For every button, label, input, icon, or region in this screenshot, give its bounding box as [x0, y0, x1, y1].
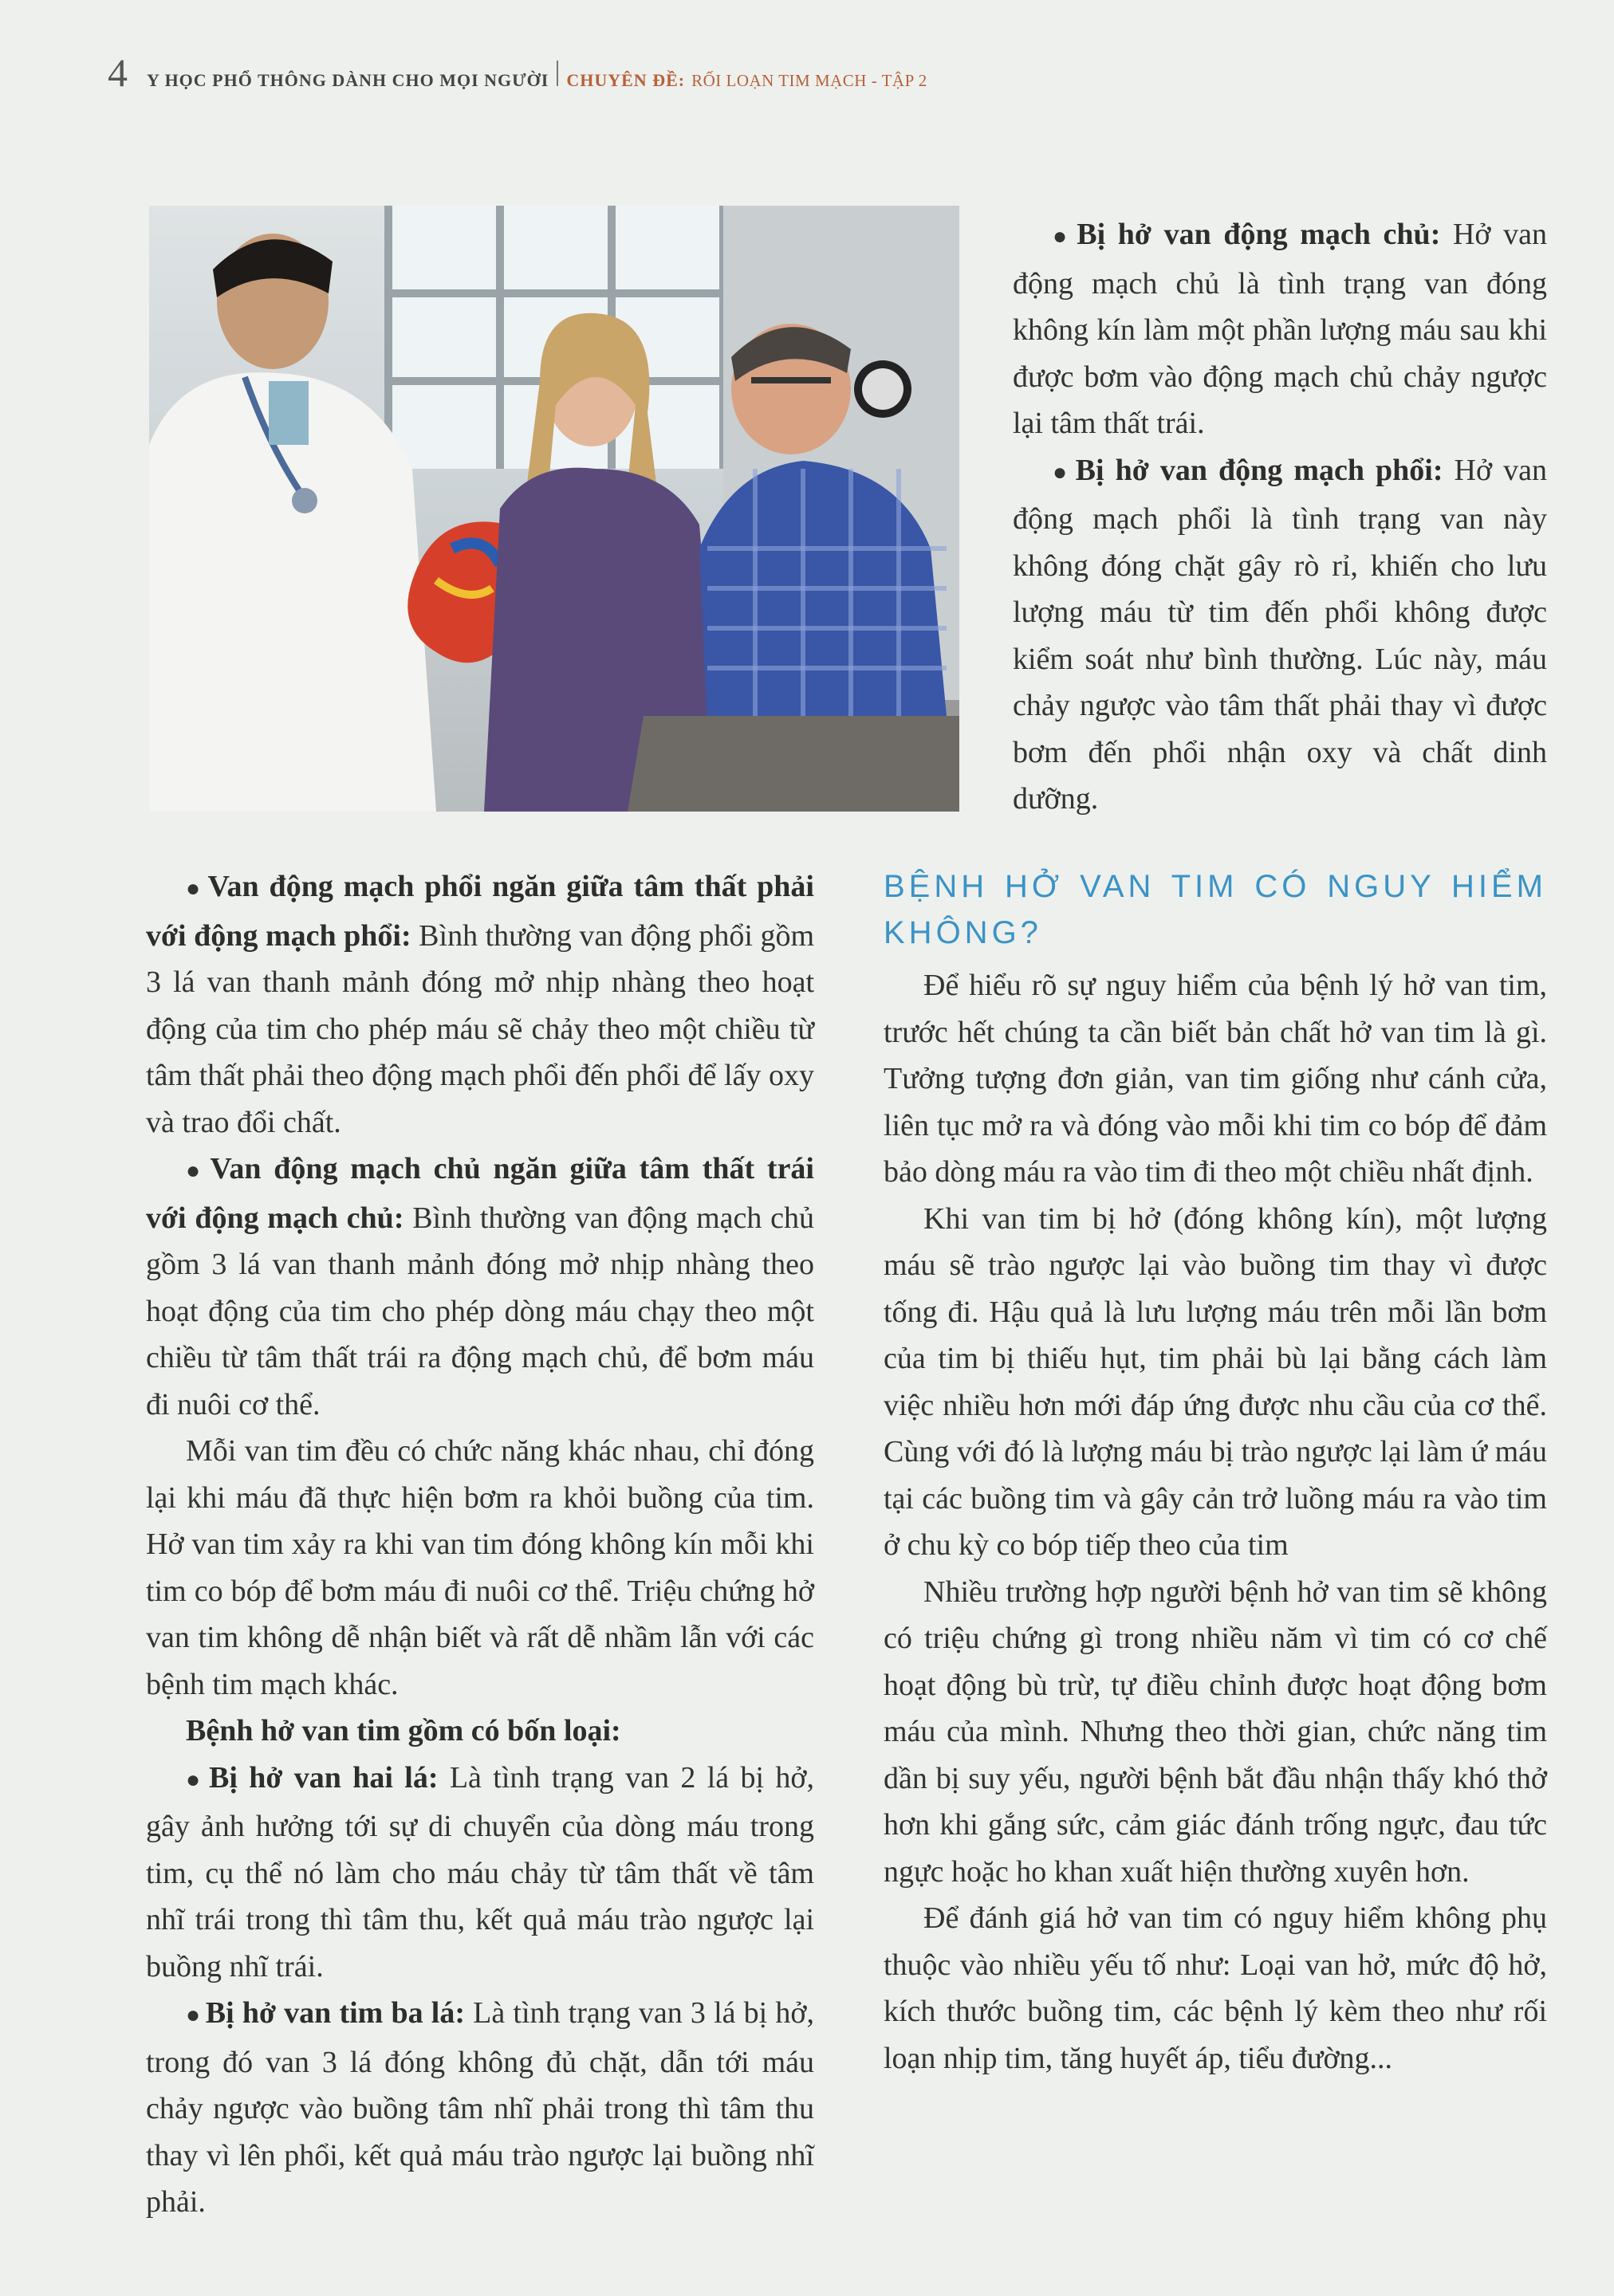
top-right-column	[1013, 211, 1547, 823]
paragraph-2: Khi van tim bị hở (đóng không kín), một lượng máu sẽ trào ngược lại vào buồng tim thay vì được tống đi. Hậu quả là lưu lượng máu trên mỗi lần bơm của tim bị thiếu hụt, tim phải bù lại bằng cách làm việc nhiều hơn mới đáp ứng được nhu cầu của cơ thể. Cùng với đó là lượng máu bị trào ngược lại làm ứ máu tại các buồng tim và gây cản trở luồng máu ra vào tim ở chu kỳ co bóp tiếp theo của tim	[884, 1201, 1547, 1562]
types-heading	[146, 1708, 814, 1755]
topic-label: CHUYÊN ĐỀ:	[566, 70, 686, 90]
book-title: Y HỌC PHỔ THÔNG DÀNH CHO MỌI NGƯỜI	[147, 70, 549, 90]
bullet-dot-icon: ●	[186, 1158, 206, 1184]
bullet-text: Là tình trạng van 2 lá bị hở, gây ảnh hưởng tới sự di chuyển của dòng máu trong tim, cụ thể nó làm cho máu chảy từ tâm thất về tâm nhĩ trái trong thì tâm thu, kết quả máu trào ngược lại buồng nhĩ trái.	[146, 1760, 814, 1983]
bullet-text: Bình thường van động phổi gồm 3 lá van thanh mảnh đóng mở nhịp nhàng theo hoạt động của tim cho phép máu sẽ chảy theo một chiều từ tâm thất phải theo động mạch phổi đến phổi để lấy oxy và trao đổi chất.	[146, 918, 814, 1139]
bullet-bold: Van động mạch phổi ngăn giữa tâm thất phải với động mạch phổi:	[146, 870, 814, 953]
bullet-mitral	[146, 1755, 814, 1991]
right-column	[884, 863, 1547, 2082]
paragraph-valve-function: Mỗi van tim đều có chức năng khác nhau, chỉ đóng lại khi máu đã thực hiện bơm ra khỏi buồng của tim. Hở van tim xảy ra khi van tim đóng không kín mỗi khi tim co bóp để bơm máu đi nuôi cơ thể. Triệu chứng hở van tim không dễ nhận biết và rất dễ nhầm lẫn với các bệnh tim mạch khác.	[146, 1434, 814, 1701]
bullet-dot-icon: ●	[1053, 223, 1073, 250]
bullet-bold: Bị hở van động mạch phổi:	[1075, 453, 1443, 487]
bullet-text: Hở van động mạch chủ là tình trạng van đóng không kín làm một phần lượng máu sau khi được bơm vào động mạch chủ chảy ngược lại tâm thất trái.	[1013, 218, 1548, 440]
topic-title: RỐI LOẠN TIM MẠCH - TẬP 2	[691, 71, 927, 90]
section-title: BỆNH HỞ VAN TIM CÓ NGUY HIỂM KHÔNG?	[884, 869, 1547, 950]
bullet-text: Là tình trạng van 3 lá bị hở, trong đó van 3 lá đóng không đủ chặt, dẫn tới máu chảy ngược vào buồng tâm nhĩ phải trong thì tâm thu thay vì lên phổi, kết quả máu trào ngược lại buồng nhĩ phải.	[146, 1996, 814, 2219]
header-divider	[557, 61, 558, 86]
bullet-dot-icon: ●	[1053, 458, 1071, 486]
bullet-bold: Bị hở van hai lá:	[208, 1760, 439, 1795]
bullet-dot-icon: ●	[186, 875, 203, 902]
paragraph-4: Để đánh giá hở van tim có nguy hiểm không phụ thuộc vào nhiều yếu tố như: Loại van hở, mức độ hở, kích thước buồng tim, các bệnh lý kèm theo như rối loạn nhịp tim, tăng huyết áp, tiểu đường...	[884, 1901, 1547, 2075]
bullet-pulmonary-valve	[146, 863, 814, 1146]
bullet-bold: Van động mạch chủ ngăn giữa tâm thất trái với động mạch chủ:	[146, 1152, 814, 1235]
bullet-dot-icon: ●	[186, 1766, 204, 1793]
page-number: 4	[108, 50, 128, 95]
bullet-aortic-regurgitation	[1013, 211, 1547, 447]
bullet-bold: Bị hở van động mạch chủ:	[1077, 218, 1441, 251]
running-header	[108, 49, 927, 96]
bullet-bold: Bị hở van tim ba lá:	[205, 1996, 465, 2030]
paragraph-1: Để hiểu rõ sự nguy hiểm của bệnh lý hở van tim, trước hết chúng ta cần biết bản chất hở van tim là gì. Tưởng tượng đơn giản, van tim giống như cánh cửa, liên tục mở ra và đóng vào mỗi khi tim co bóp để đảm bảo dòng máu ra vào tim đi theo một chiều nhất định.	[884, 969, 1547, 1189]
bullet-pulmonary-regurgitation	[1013, 447, 1547, 823]
left-column	[146, 863, 814, 2226]
paragraph-3: Nhiều trường hợp người bệnh hở van tim sẽ không có triệu chứng gì trong nhiều năm vì tim có cơ chế hoạt động bù trừ, tự điều chỉnh được hoạt động bơm máu của mình. Nhưng theo thời gian, chức năng tim dần bị suy yếu, người bệnh bắt đầu nhận thấy khó thở hơn khi gắng sức, cảm giác đánh trống ngực, đau tức ngực hoặc ho khan xuất hiện thường xuyên hơn.	[884, 1575, 1547, 1889]
doctor-patients-photo	[149, 206, 959, 812]
bullet-text: Bình thường van động mạch chủ gồm 3 lá van thanh mảnh đóng mở nhịp nhàng theo hoạt động của tim cho phép dòng máu chạy theo một chiều từ tâm thất trái ra động mạch chủ, để bơm máu đi nuôi cơ thể.	[146, 1201, 814, 1421]
photo-illustration-icon	[149, 206, 959, 812]
bullet-aortic-valve	[146, 1146, 814, 1428]
bullet-tricuspid	[146, 1990, 814, 2226]
bullet-text: Hở van động mạch phổi là tình trạng van này không đóng chặt gây rò rỉ, khiến cho lưu lượng máu từ tim đến phổi không được kiểm soát như bình thường. Lúc này, máu chảy ngược vào tâm thất phải thay vì được bơm đến phổi nhận oxy và chất dinh dưỡng.	[1013, 453, 1547, 816]
types-heading-text: Bệnh hở van tim gồm có bốn loại:	[186, 1714, 621, 1748]
bullet-dot-icon: ●	[186, 2002, 201, 2028]
